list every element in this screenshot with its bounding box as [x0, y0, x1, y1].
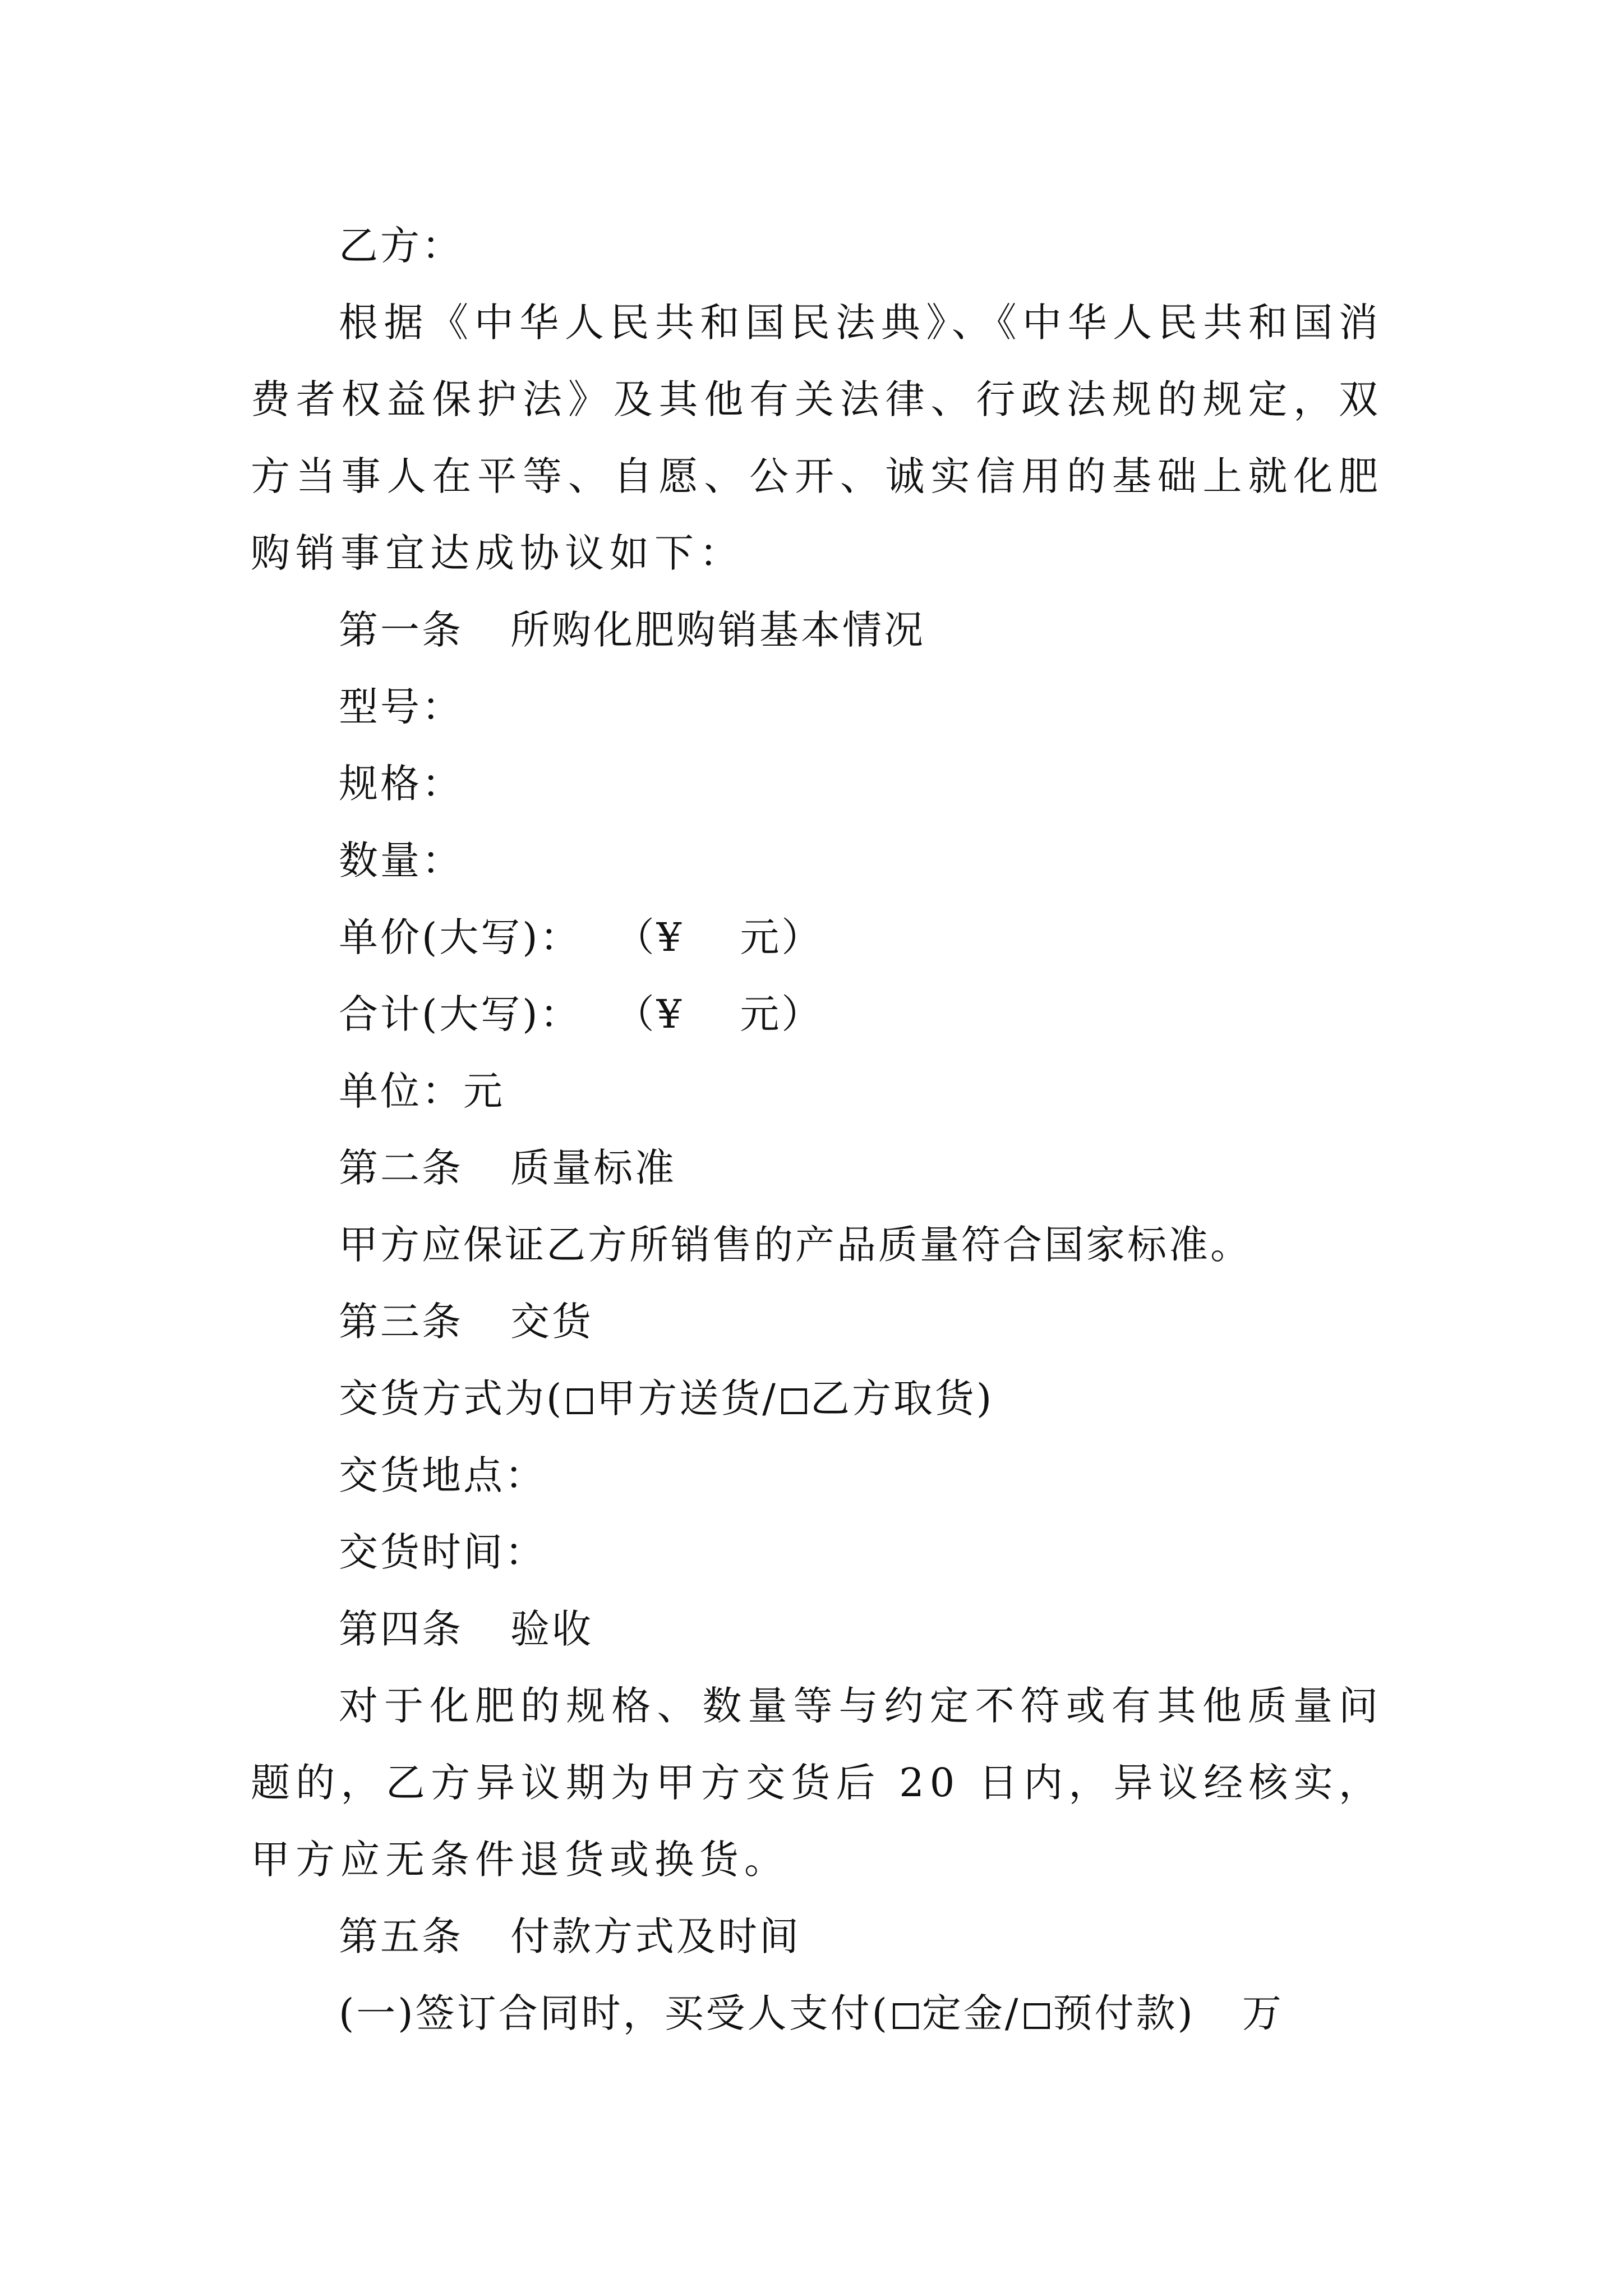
article-2-heading: [251, 1130, 1384, 1207]
delivery-method-line: [251, 1360, 1384, 1437]
model-line: 型号：: [339, 684, 463, 730]
total-amount: （¥ 元）: [615, 991, 823, 1037]
article-3-title: 交货: [510, 1299, 593, 1345]
payment-line: [251, 1975, 1384, 2052]
delivery-method-prefix: 交货方式为(: [339, 1375, 564, 1421]
delivery-option-b-checkbox[interactable]: [781, 1388, 807, 1414]
article-3-heading: [251, 1283, 1384, 1360]
article-4-number: 第四条: [339, 1606, 463, 1652]
payment-option-a: 定金/: [921, 1990, 1021, 2036]
article-1-number: 第一条: [339, 607, 463, 653]
contract-body: [251, 208, 1384, 2052]
delivery-time-line: 交货时间：: [339, 1529, 546, 1575]
article-1-title: 所购化肥购销基本情况: [510, 607, 925, 653]
unit-price-line: [251, 899, 1384, 976]
unit-price-amount: （¥ 元）: [615, 914, 823, 960]
delivery-place-line: 交货地点：: [339, 1452, 546, 1498]
article-3-number: 第三条: [339, 1299, 463, 1345]
intro-paragraph: 根据《中华人民共和国民法典》、《中华人民共和国消费者权益保护法》及其他有关法律、行政法规的规定，双方当事人在平等、自愿、公开、诚实信用的基础上就化肥购销事宜达成协议如下：: [251, 300, 1384, 576]
spec-line: 规格：: [339, 761, 463, 807]
payment-prefix: (一)签订合同时，买受人支付(: [339, 1990, 889, 2036]
article-5-title: 付款方式及时间: [510, 1913, 801, 1959]
unit-price-label: 单价(大写)：: [339, 914, 582, 960]
article-1-heading: [251, 592, 1384, 669]
article-5-number: 第五条: [339, 1913, 463, 1959]
payment-suffix: 万: [1242, 1990, 1284, 2036]
article-4-text: 对于化肥的规格、数量等与约定不符或有其他质量问题的，乙方异议期为甲方交货后 20 日内，异议经核实，甲方应无条件退货或换货。: [251, 1683, 1384, 1883]
article-2-title: 质量标准: [510, 1145, 676, 1191]
total-line: [251, 976, 1384, 1053]
article-5-heading: [251, 1898, 1384, 1975]
article-4-heading: [251, 1591, 1384, 1668]
article-2-number: 第二条: [339, 1145, 463, 1191]
party-b-line: 乙方：: [339, 223, 463, 269]
payment-option-a-checkbox[interactable]: [893, 2003, 919, 2029]
unit-line: 单位：元: [339, 1068, 505, 1114]
delivery-option-a-checkbox[interactable]: [567, 1388, 593, 1414]
article-4-title: 验收: [510, 1606, 593, 1652]
article-2-text: 甲方应保证乙方所销售的产品质量符合国家标准。: [339, 1222, 1252, 1268]
total-label: 合计(大写)：: [339, 991, 582, 1037]
delivery-option-b: 乙方取货): [810, 1375, 994, 1421]
delivery-option-a: 甲方送货/: [596, 1375, 778, 1421]
payment-option-b-checkbox[interactable]: [1024, 2003, 1050, 2029]
quantity-line: 数量：: [339, 838, 463, 884]
payment-option-b: 预付款): [1053, 1990, 1195, 2036]
